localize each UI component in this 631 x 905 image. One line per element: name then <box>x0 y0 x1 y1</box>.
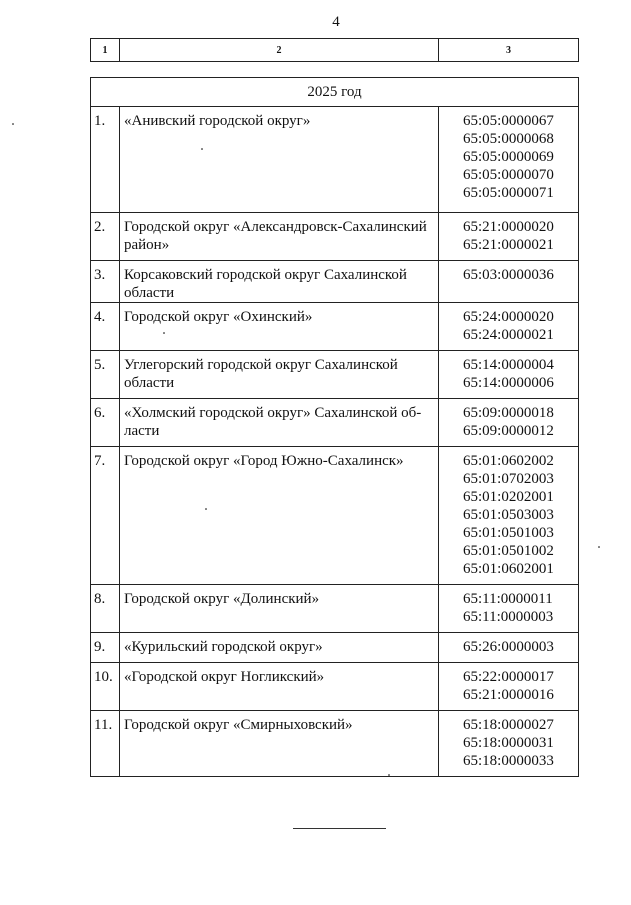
cadastral-codes <box>439 303 579 351</box>
cadastral-codes <box>439 711 579 777</box>
row-number: 1. <box>91 107 120 213</box>
cadastral-code: 65:01:0602001 <box>463 561 554 577</box>
column-number-header <box>90 38 579 62</box>
row-number: 9. <box>91 633 120 663</box>
table-row <box>91 585 579 633</box>
end-of-document-line <box>293 828 386 829</box>
cadastral-code: 65:09:0000012 <box>463 423 554 439</box>
cadastral-codes <box>439 351 579 399</box>
district-name: «Анивский городской округ» <box>120 107 439 213</box>
district-name: Корсаковский городской округ Сахалинской области <box>120 261 439 303</box>
cadastral-codes <box>439 399 579 447</box>
district-name: Городской округ «Охинский» <box>120 303 439 351</box>
cadastral-code: 65:21:0000021 <box>463 237 554 253</box>
cadastral-codes <box>439 633 579 663</box>
scan-speck <box>201 148 203 150</box>
cadastral-code: 65:14:0000006 <box>463 375 554 391</box>
district-name: Городской округ «Смирныховский» <box>120 711 439 777</box>
cadastral-code: 65:01:0702003 <box>463 471 554 487</box>
row-number: 5. <box>91 351 120 399</box>
cadastral-code: 65:22:0000017 <box>463 669 554 685</box>
district-name: «Городской округ Ногликский» <box>120 663 439 711</box>
scan-speck <box>388 774 390 776</box>
cadastral-code: 65:05:0000067 <box>463 113 554 129</box>
cadastral-code: 65:01:0501003 <box>463 525 554 541</box>
cadastral-codes <box>439 663 579 711</box>
cadastral-codes <box>439 261 579 303</box>
cadastral-codes <box>439 447 579 585</box>
cadastral-code: 65:03:0000036 <box>463 267 554 283</box>
table-row <box>91 633 579 663</box>
district-name: «Холмский городской округ» Сахалинской об-ласти <box>120 399 439 447</box>
cadastral-code: 65:21:0000016 <box>463 687 554 703</box>
page-number: 4 <box>332 14 340 30</box>
cadastral-code: 65:01:0503003 <box>463 507 554 523</box>
district-name: «Курильский городской округ» <box>120 633 439 663</box>
district-name: Углегорский городской округ Сахалинской области <box>120 351 439 399</box>
cadastral-code: 65:18:0000031 <box>463 735 554 751</box>
cadastral-code: 65:05:0000071 <box>463 185 554 201</box>
section-title: 2025 год <box>91 78 579 107</box>
cadastral-code: 65:18:0000033 <box>463 753 554 769</box>
row-number: 11. <box>91 711 120 777</box>
scan-speck <box>12 123 14 125</box>
cadastral-code: 65:11:0000003 <box>463 609 554 625</box>
cadastral-code: 65:24:0000020 <box>463 309 554 325</box>
cadastral-code: 65:05:0000068 <box>463 131 554 147</box>
column-header-1: 1 <box>91 39 120 62</box>
row-number: 6. <box>91 399 120 447</box>
cadastral-code: 65:01:0501002 <box>463 543 554 559</box>
cadastral-code: 65:05:0000070 <box>463 167 554 183</box>
row-number: 7. <box>91 447 120 585</box>
cadastral-code: 65:18:0000027 <box>463 717 554 733</box>
scan-speck <box>163 332 165 334</box>
cadastral-codes <box>439 107 579 213</box>
table-row <box>91 107 579 213</box>
cadastral-codes <box>439 585 579 633</box>
table-row <box>91 351 579 399</box>
table-row <box>91 213 579 261</box>
table-row <box>91 711 579 777</box>
table-row <box>91 663 579 711</box>
cadastral-code: 65:09:0000018 <box>463 405 554 421</box>
column-header-2: 2 <box>120 39 439 62</box>
cadastral-code: 65:11:0000011 <box>463 591 553 607</box>
table-row <box>91 261 579 303</box>
districts-table <box>90 77 579 777</box>
column-header-3: 3 <box>439 39 579 62</box>
scan-speck <box>205 508 207 510</box>
cadastral-codes <box>439 213 579 261</box>
cadastral-code: 65:26:0000003 <box>463 639 554 655</box>
table-row <box>91 399 579 447</box>
cadastral-code: 65:01:0602002 <box>463 453 554 469</box>
row-number: 4. <box>91 303 120 351</box>
cadastral-code: 65:24:0000021 <box>463 327 554 343</box>
row-number: 2. <box>91 213 120 261</box>
cadastral-code: 65:14:0000004 <box>463 357 554 373</box>
cadastral-code: 65:01:0202001 <box>463 489 554 505</box>
table-row <box>91 447 579 585</box>
table-row <box>91 303 579 351</box>
cadastral-code: 65:05:0000069 <box>463 149 554 165</box>
district-name: Городской округ «Долинский» <box>120 585 439 633</box>
district-name: Городской округ «Александровск-Сахалинский район» <box>120 213 439 261</box>
row-number: 10. <box>91 663 120 711</box>
row-number: 8. <box>91 585 120 633</box>
district-name: Городской округ «Город Южно-Сахалинск» <box>120 447 439 585</box>
cadastral-code: 65:21:0000020 <box>463 219 554 235</box>
row-number: 3. <box>91 261 120 303</box>
scan-speck <box>598 546 600 548</box>
